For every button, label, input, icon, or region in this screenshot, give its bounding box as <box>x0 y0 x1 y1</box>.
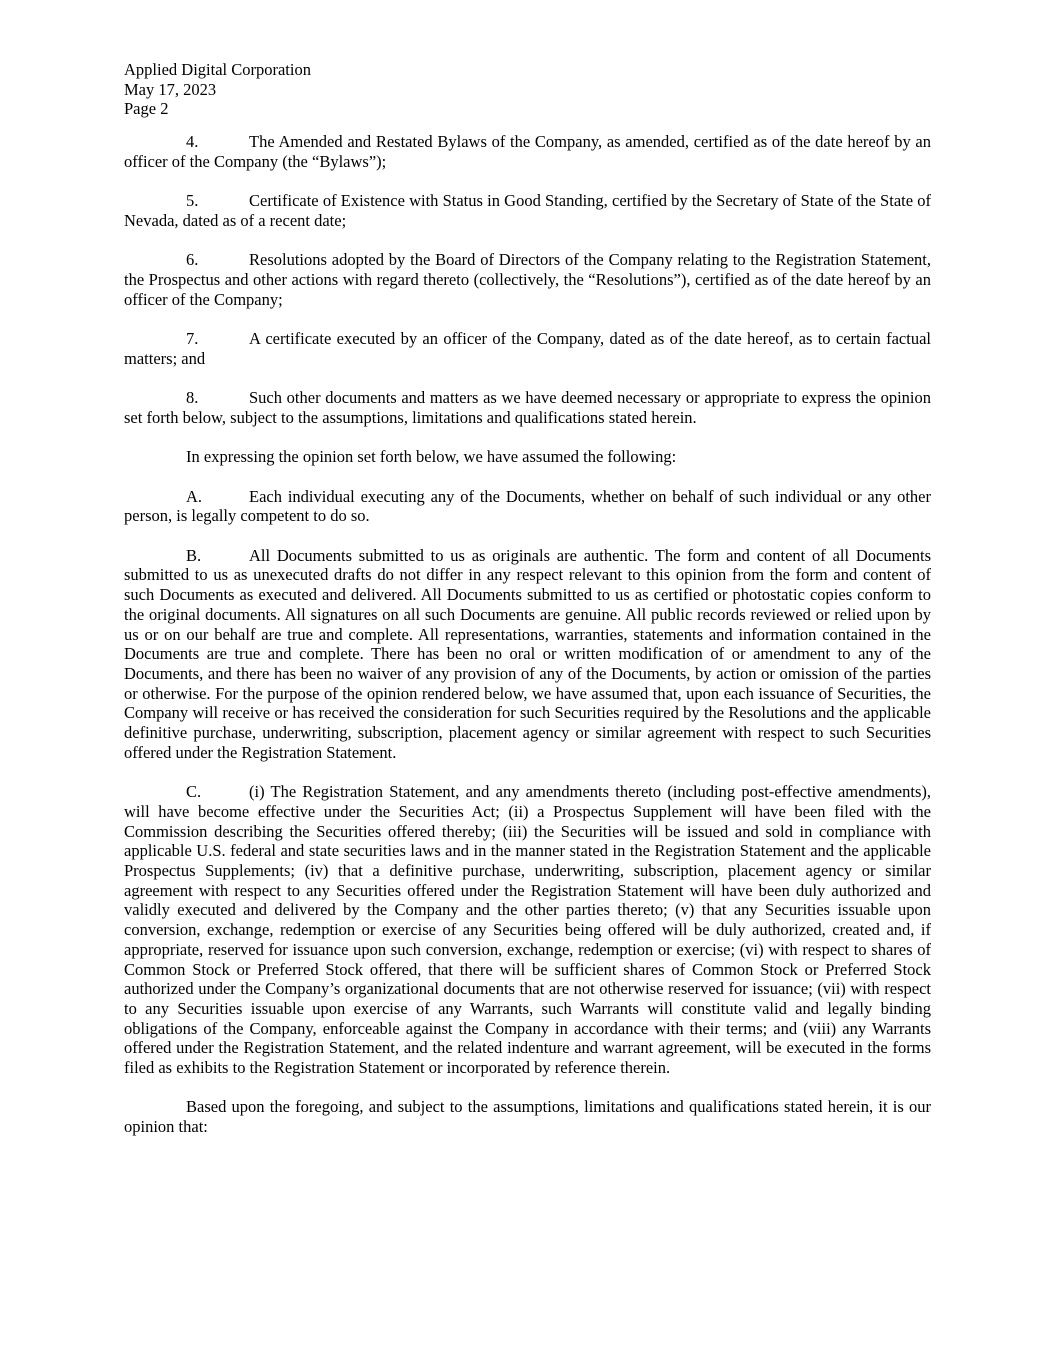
paragraph-text: In expressing the opinion set forth below, we have assumed the following: <box>186 447 677 467</box>
paragraph <box>124 388 931 427</box>
paragraph-text: Resolutions adopted by the Board of Directors of the Company relating to the Registration Statement, the Prospectus and other actions with regard thereto (collectively, the “Resolutions”), certified as of the date hereof by an officer of the Company; <box>124 250 931 309</box>
page-number-label: Page 2 <box>124 99 169 119</box>
paragraph-marker: 7. <box>186 329 199 349</box>
paragraph-marker: 5. <box>186 191 199 211</box>
paragraph <box>124 1097 931 1136</box>
paragraph-marker: 4. <box>186 132 199 152</box>
paragraph-text: Certificate of Existence with Status in Good Standing, certified by the Secretary of State of the State of Nevada, dated as of a recent date; <box>124 191 931 230</box>
paragraph-marker: A. <box>186 486 203 506</box>
paragraph-text: The Amended and Restated Bylaws of the Company, as amended, certified as of the date hereof by an officer of the Company (the “Bylaws”); <box>124 132 931 171</box>
paragraph <box>124 132 931 171</box>
letter-body <box>124 132 931 1137</box>
paragraph-marker: B. <box>186 545 202 565</box>
letterhead-block <box>124 60 931 119</box>
paragraph-text: (i) The Registration Statement, and any amendments thereto (including post-effective amendments), will have become effective under the Securities Act; (ii) a Prospectus Supplement will have been filed with the Commission describing the Securities offered thereby; (iii) the Securities will be issued and sold in compliance with applicable U.S. federal and state securities laws and in the manner stated in the Registration Statement and the applicable Prospectus Supplements; (iv) that a definitive purchase, underwriting, subscription, placement agency or similar agreement with respect to any Securities offered under the Registration Statement will have been duly authorized and validly executed and delivered by the Company and the other parties thereto; (v) that any Securities issuable upon conversion, exchange, redemption or exercise of any Securities being offered will be duly authorized, created and, if appropriate, reserved for issuance upon such conversion, exchange, redemption or exercise; (vi) with respect to shares of Common Stock or Preferred Stock offered, that there will be sufficient shares of Common Stock or Preferred Stock authorized under the Company’s organizational documents that are not otherwise reserved for issuance; (vii) with respect to any Securities issuable upon exercise of any Warrants, such Warrants will constitute valid and legally binding obligations of the Company, enforceable against the Company in accordance with their terms; and (viii) any Warrants offered under the Registration Statement, and the related indenture and warrant agreement, will be executed in the forms filed as exhibits to the Registration Statement or incorporated by reference therein. <box>124 782 931 1078</box>
paragraph <box>124 782 931 1078</box>
letter-date: May 17, 2023 <box>124 79 217 99</box>
paragraph-text: Each individual executing any of the Documents, whether on behalf of such individual or any other person, is legally competent to do so. <box>124 486 931 526</box>
paragraph-text: Such other documents and matters as we have deemed necessary or appropriate to express the opinion set forth below, subject to the assumptions, limitations and qualifications stated herein. <box>124 388 931 427</box>
paragraph-text: A certificate executed by an officer of the Company, dated as of the date hereof, as to certain factual matters; and <box>124 329 931 368</box>
paragraph-marker: C. <box>186 782 202 802</box>
addressee-company: Applied Digital Corporation <box>124 60 311 79</box>
paragraph <box>124 487 931 526</box>
paragraph-marker: 8. <box>186 388 199 408</box>
paragraph <box>124 191 931 230</box>
paragraph <box>124 250 931 309</box>
paragraph-marker: 6. <box>186 250 199 270</box>
paragraph-text: Based upon the foregoing, and subject to the assumptions, limitations and qualifications stated herein, it is our opinion that: <box>124 1097 931 1137</box>
paragraph <box>124 546 931 763</box>
paragraph-text: All Documents submitted to us as originals are authentic. The form and content of all Documents submitted to us as unexecuted drafts do not differ in any respect relevant to this opinion from the form and content of such Documents as executed and delivered. All Documents submitted to us as certified or photostatic copies conform to the original documents. All signatures on all such Documents are genuine. All public records reviewed or relied upon by us or on our behalf are true and complete. All representations, warranties, statements and information contained in the Documents are true and complete. There has been no oral or written modification of or amendment to any of the Documents, and there has been no waiver of any provision of any of the Documents, by action or omission of the parties or otherwise. For the purpose of the opinion rendered below, we have assumed that, upon each issuance of Securities, the Company will receive or has received the consideration for such Securities required by the Resolutions and the applicable definitive purchase, underwriting, subscription, placement agency or similar agreement with respect to such Securities offered under the Registration Statement. <box>124 545 931 762</box>
paragraph <box>124 329 931 368</box>
paragraph <box>124 447 931 467</box>
